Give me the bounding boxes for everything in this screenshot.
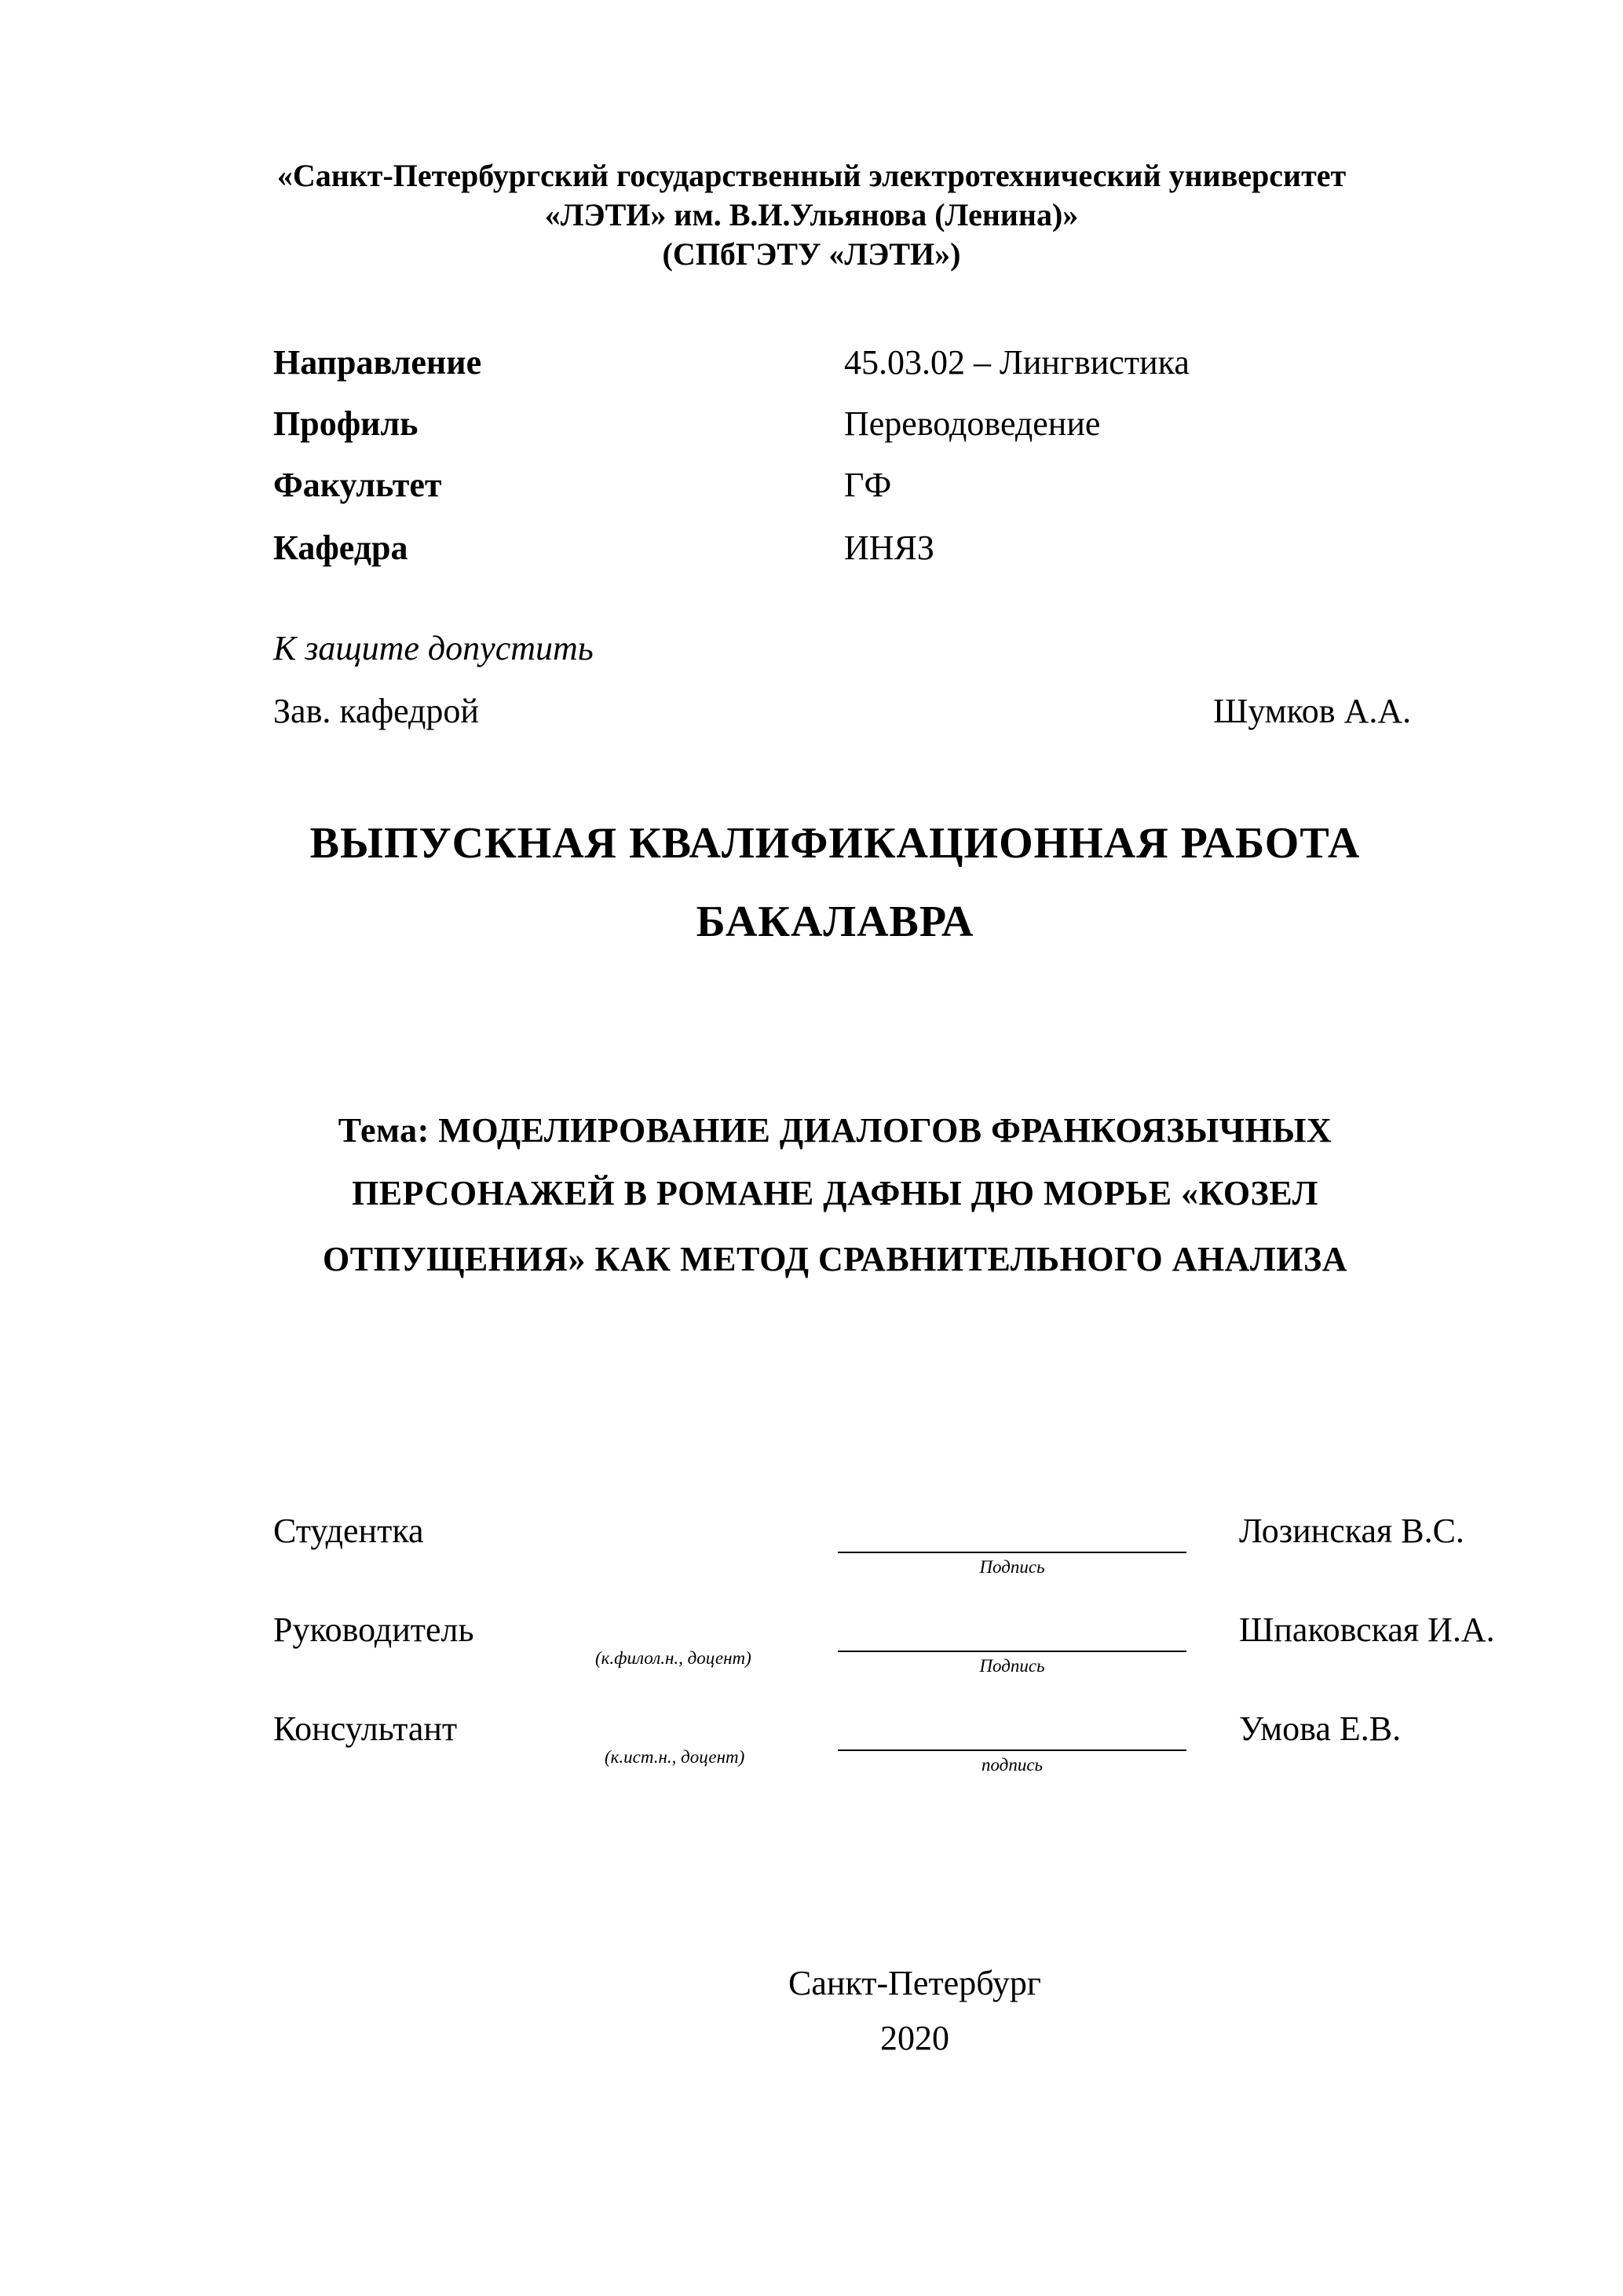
- footer-year: 2020: [880, 2019, 949, 2057]
- field-label-faculty: Факультет: [273, 466, 442, 504]
- work-title-line1: ВЫПУСКНАЯ КВАЛИФИКАЦИОННАЯ РАБОТА: [309, 819, 1361, 868]
- signature-line-supervisor: [838, 1651, 1186, 1652]
- university-name-line1: «Санкт-Петербургский государственный электротехнический университет: [276, 158, 1347, 193]
- university-name-line2: «ЛЭТИ» им. В.И.Ульянова (Ленина)»: [544, 197, 1079, 232]
- signature-degree-consultant: (к.ист.н., доцент): [605, 1747, 745, 1767]
- topic-line3: ОТПУЩЕНИЯ» КАК МЕТОД СРАВНИТЕЛЬНОГО АНАЛИЗА: [323, 1240, 1347, 1278]
- signature-caption-student: Подпись: [979, 1557, 1045, 1577]
- signature-role-student: Студентка: [273, 1512, 424, 1550]
- signature-caption-supervisor: Подпись: [979, 1656, 1045, 1676]
- field-value-department: ИНЯЗ: [844, 528, 934, 567]
- signature-line-consultant: [838, 1749, 1186, 1751]
- approval-role: Зав. кафедрой: [273, 692, 479, 730]
- field-value-faculty: ГФ: [844, 466, 892, 504]
- signature-name-consultant: Умова Е.В.: [1239, 1709, 1402, 1748]
- signature-caption-consultant: подпись: [981, 1755, 1043, 1775]
- signature-line-student: [838, 1552, 1186, 1553]
- field-label-direction: Направление: [273, 343, 482, 382]
- footer-city: Санкт-Петербург: [788, 1964, 1041, 2002]
- field-label-profile: Профиль: [273, 404, 419, 443]
- field-value-profile: Переводоведение: [844, 404, 1101, 443]
- signature-role-consultant: Консультант: [273, 1709, 458, 1748]
- topic-line1: Тема: МОДЕЛИРОВАНИЕ ДИАЛОГОВ ФРАНКОЯЗЫЧНЫХ: [338, 1111, 1332, 1150]
- signature-name-student: Лозинская В.С.: [1239, 1512, 1464, 1550]
- approval-note: К защите допустить: [273, 629, 594, 667]
- university-abbreviation: (СПбГЭТУ «ЛЭТИ»): [662, 236, 961, 272]
- approval-name: Шумков А.А.: [1213, 692, 1412, 730]
- signature-degree-supervisor: (к.филол.н., доцент): [595, 1648, 751, 1668]
- signature-role-supervisor: Руководитель: [273, 1610, 474, 1649]
- signature-name-supervisor: Шпаковская И.А.: [1239, 1610, 1495, 1649]
- field-value-direction: 45.03.02 – Лингвистика: [844, 343, 1190, 382]
- field-label-department: Кафедра: [273, 528, 408, 567]
- work-title-line2: БАКАЛАВРА: [696, 898, 974, 946]
- topic-line2: ПЕРСОНАЖЕЙ В РОМАНЕ ДАФНЫ ДЮ МОРЬЕ «КОЗЕЛ: [352, 1174, 1318, 1212]
